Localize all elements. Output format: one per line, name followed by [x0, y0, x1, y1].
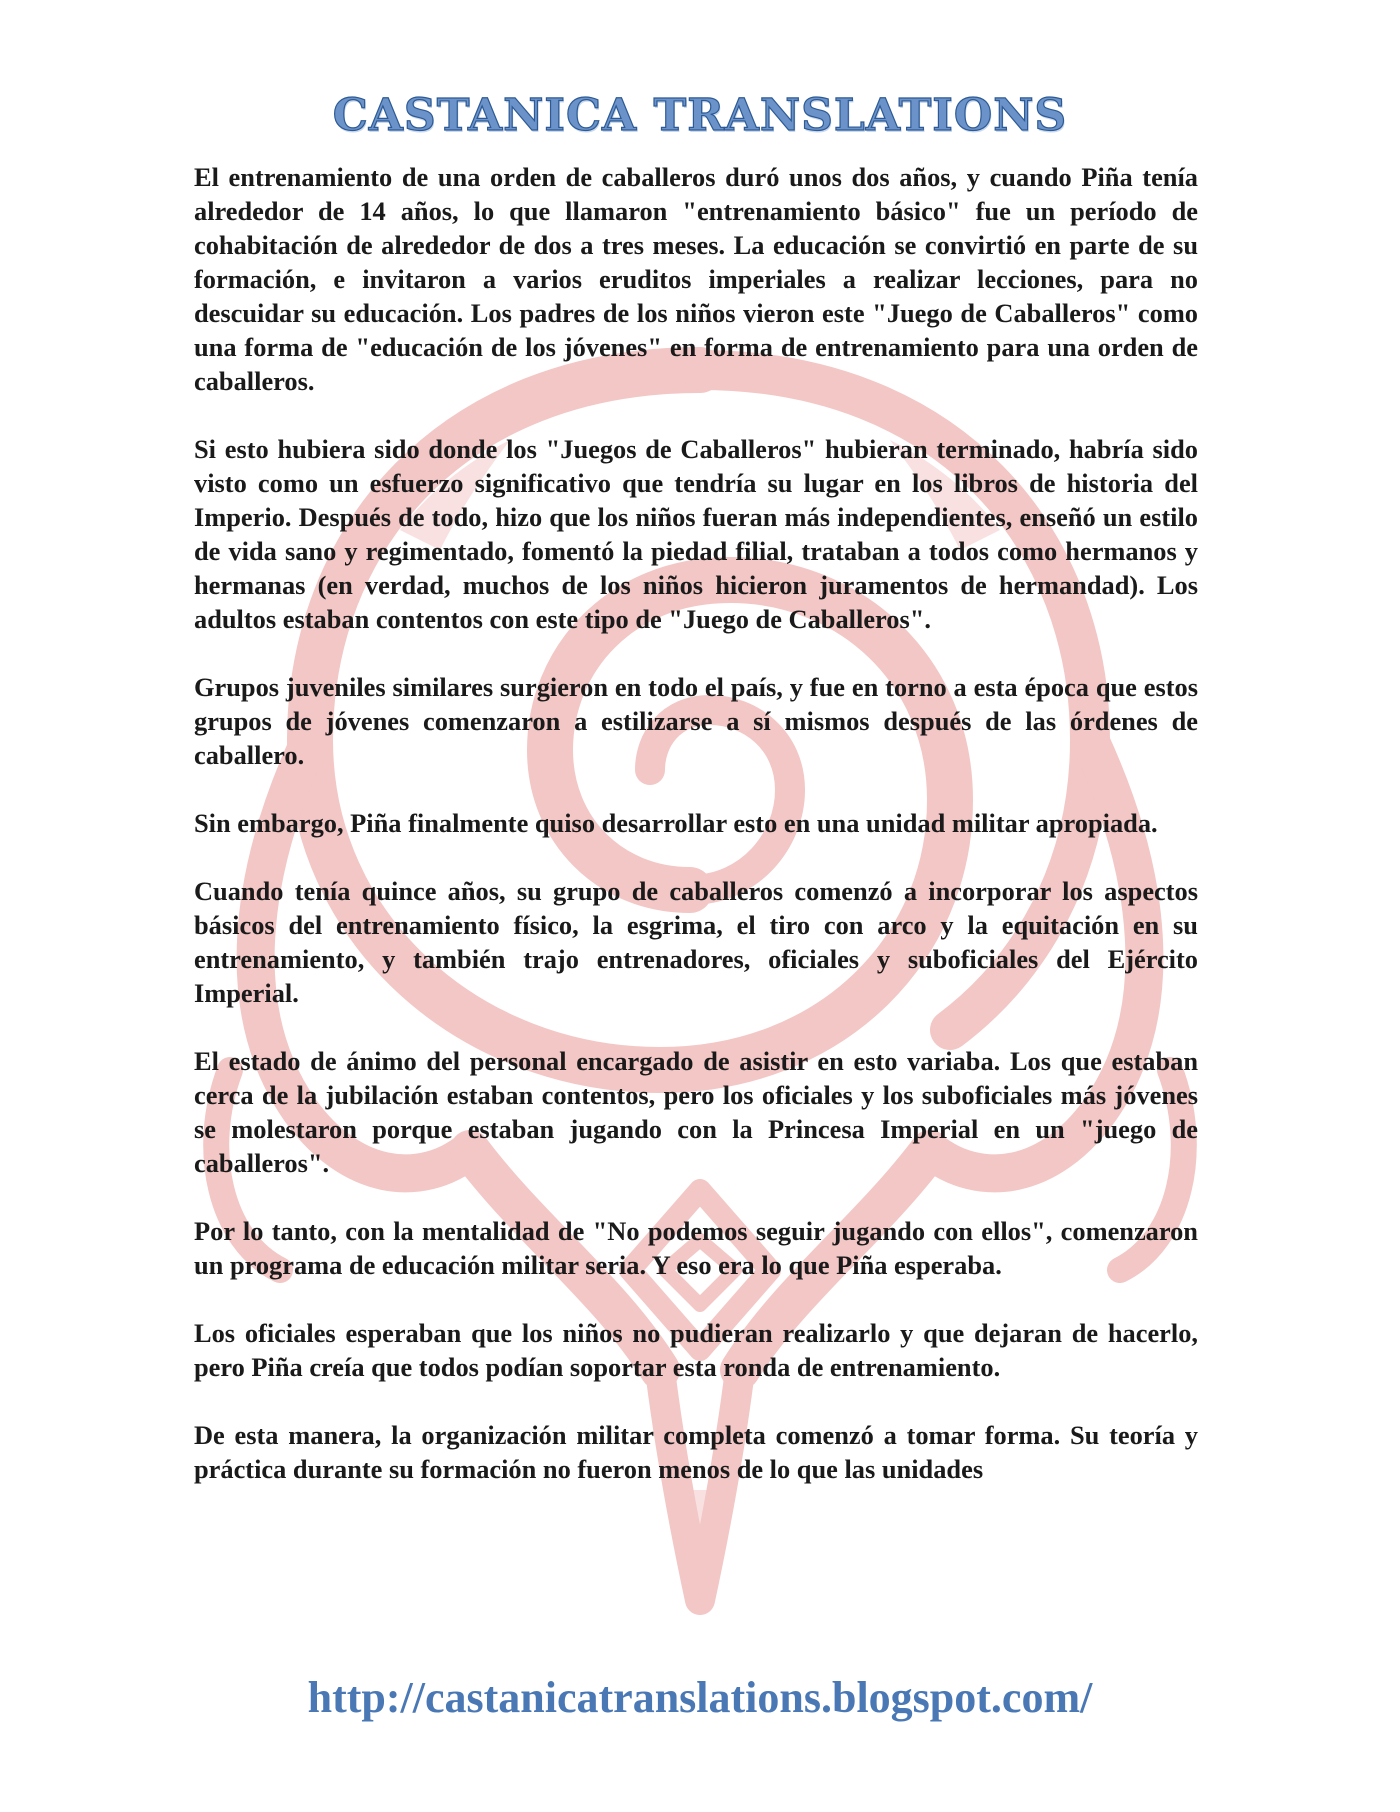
- paragraph: El estado de ánimo del personal encargado de asistir en esto variaba. Los que estaban cerca de la jubilación estaban contentos, pero los oficiales y los suboficiales más jóvenes se molestaron porque estaban jugando con la Princesa Imperial en un "juego de caballeros".: [194, 1046, 1198, 1178]
- footer-url-link[interactable]: http://castanicatranslations.blogspot.com/: [307, 1673, 1093, 1722]
- paragraph: Cuando tenía quince años, su grupo de caballeros comenzó a incorporar los aspectos básicos del entrenamiento físico, la esgrima, el tiro con arco y la equitación en su entrenamiento, y también trajo entrenadores, oficiales y suboficiales del Ejército Imperial.: [194, 876, 1198, 1008]
- document-body: [194, 160, 1198, 1486]
- paragraph: De esta manera, la organización militar completa comenzó a tomar forma. Su teoría y práctica durante su formación no fueron menos de lo que las unidades: [194, 1420, 1198, 1484]
- paragraph: Si esto hubiera sido donde los "Juegos de Caballeros" hubieran terminado, habría sido visto como un esfuerzo significativo que tendría su lugar en los libros de historia del Imperio. Después de todo, hizo que los niños fueran más independientes, enseñó un estilo de vida sano y regimentado, fomentó la piedad filial, trataban a todos como hermanos y hermanas (en verdad, muchos de los niños hicieron juramentos de hermandad). Los adultos estaban contentos con este tipo de "Juego de Caballeros".: [194, 434, 1198, 634]
- paragraph: Grupos juveniles similares surgieron en todo el país, y fue en torno a esta época que estos grupos de jóvenes comenzaron a estilizarse a sí mismos después de las órdenes de caballero.: [194, 672, 1198, 770]
- paragraph: Sin embargo, Piña finalmente quiso desarrollar esto en una unidad militar apropiada.: [194, 808, 1158, 838]
- paragraph: El entrenamiento de una orden de caballeros duró unos dos años, y cuando Piña tenía alrededor de 14 años, lo que llamaron "entrenamiento básico" fue un período de cohabitación de alrededor de dos a tres meses. La educación se convirtió en parte de su formación, e invitaron a varios eruditos imperiales a realizar lecciones, para no descuidar su educación. Los padres de los niños vieron este "Juego de Caballeros" como una forma de "educación de los jóvenes" en forma de entrenamiento para una orden de caballeros.: [194, 162, 1198, 396]
- site-title: CASTANICA TRANSLATIONS: [332, 90, 1068, 141]
- paragraph: Por lo tanto, con la mentalidad de "No podemos seguir jugando con ellos", comenzaron un programa de educación militar seria. Y eso era lo que Piña esperaba.: [194, 1216, 1198, 1280]
- paragraph: Los oficiales esperaban que los niños no pudieran realizarlo y que dejaran de hacerlo, pero Piña creía que todos podían soportar esta ronda de entrenamiento.: [194, 1318, 1198, 1382]
